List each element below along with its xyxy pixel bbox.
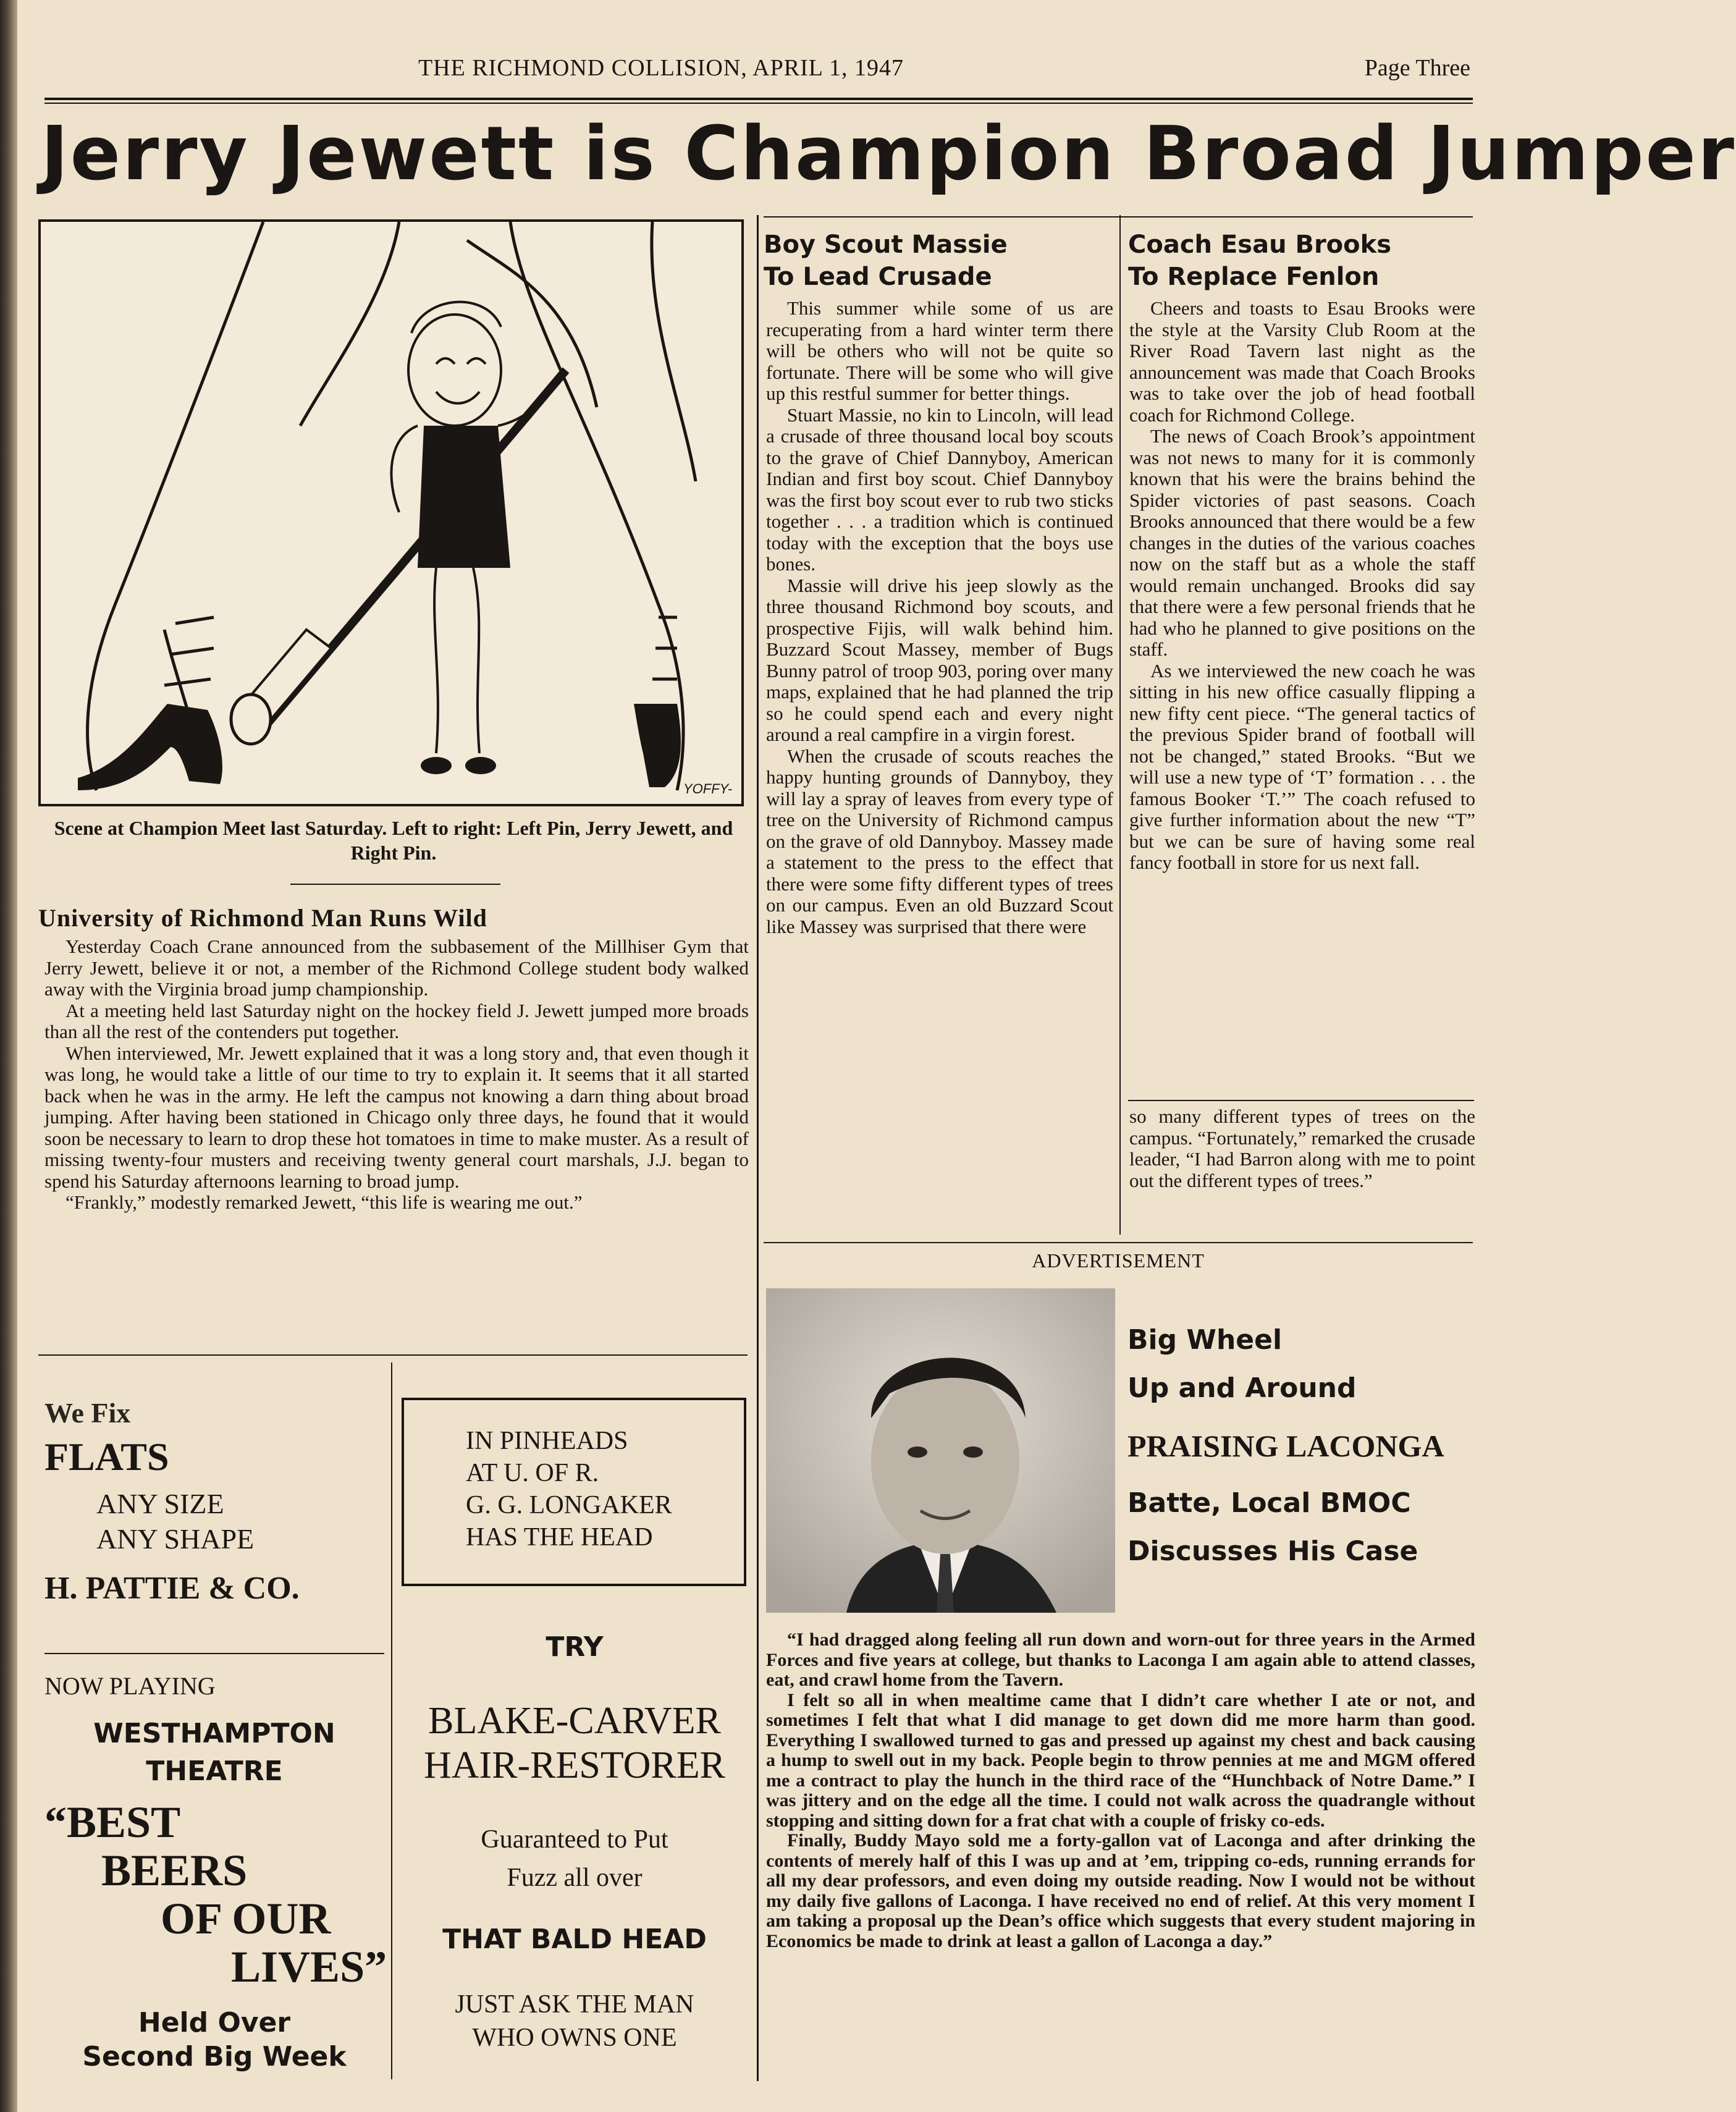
column-rule — [391, 1362, 392, 2079]
ad-theatre-line: WESTHAMPTON — [93, 1718, 335, 1749]
article-brooks-body — [1129, 298, 1475, 1095]
ad-hair-restorer — [395, 1631, 754, 2053]
masthead: THE RICHMOND COLLISION, APRIL 1, 1947 — [418, 55, 904, 81]
article-paragraph: The news of Coach Brook’s appointment was not news to many for it is commonly known that his were the brains behind the Spider victories of past seasons. Coach Brooks announced that there would be a few changes in the duties of the various coaches now on the staff but as a whole the staff would remain unchanged. Brooks did say that there were a few personal friends that he had who he planned to give positions on the staff. — [1129, 425, 1475, 660]
page-number: Page Three — [1364, 55, 1470, 81]
article-paragraph: Stuart Massie, no kin to Lincoln, will lead a crusade of three thousand local boy scouts to the grave of Chief Dannyboy, American Indian and first boy scout. Chief Dannyboy was the first boy scout ever to rub two sticks together . . . a tradition which is continued today with the exception that the boys use bones. — [766, 403, 1113, 575]
cartoon-caption: Scene at Champion Meet last Saturday. Left to right: Left Pin, Jerry Jewett, and Right Pin. — [54, 817, 733, 864]
ad-headline-line: PRAISING LACONGA — [1127, 1429, 1444, 1463]
cartoon — [38, 219, 744, 806]
article-massie-title — [764, 229, 1116, 293]
ad-flats-line: H. PATTIE & CO. — [44, 1571, 300, 1606]
ad-theatre-line: “BEST — [44, 1797, 181, 1847]
section-rule — [764, 1242, 1473, 1243]
column-rule — [757, 215, 759, 2081]
section-rule — [38, 1354, 748, 1356]
ad-theatre-line: THEATRE — [146, 1755, 283, 1787]
article-jewett-body — [44, 936, 749, 1214]
ad-flats-line: We Fix — [44, 1397, 131, 1429]
masthead-rule — [44, 98, 1473, 100]
ad-hair-line: Fuzz all over — [507, 1864, 643, 1892]
portrait-photo — [766, 1288, 1115, 1613]
ad-pinheads-line: G. G. LONGAKER — [466, 1491, 672, 1519]
ad-hair-line: BLAKE-CARVER — [428, 1700, 721, 1742]
masthead-rule-thin — [44, 103, 1473, 104]
article-paragraph: At a meeting held last Saturday night on the hockey field J. Jewett jumped more broads than all the rest of the contenders put together. — [44, 999, 749, 1042]
ad-headline-line: Discusses His Case — [1127, 1535, 1418, 1567]
ad-theatre-line: Second Big Week — [82, 2041, 347, 2072]
ad-headline-line: Up and Around — [1127, 1372, 1357, 1404]
cartoon-drawing — [41, 222, 741, 804]
article-jewett-title: University of Richmond Man Runs Wild — [38, 904, 487, 932]
left-shoe — [78, 704, 222, 790]
ad-hair-line: WHO OWNS ONE — [472, 2024, 677, 2052]
ad-pinheads-line: HAS THE HEAD — [466, 1523, 653, 1552]
article-paragraph: Yesterday Coach Crane announced from the subbasement of the Millhiser Gym that Jerry Jewett, believe it or not, a member of the Richmond College student body walked away with the Virginia broad jump championship. — [44, 936, 749, 1000]
caption-divider — [290, 884, 500, 885]
ad-pinheads-line: IN PINHEADS — [466, 1427, 628, 1455]
article-massie-continued: so many different types of trees on the campus. “Fortunately,” remarked the crusade leader, “I had Barron along with me to point out the different types of trees.” — [1129, 1105, 1475, 1191]
ad-theatre — [44, 1671, 387, 2072]
right-shoe — [634, 704, 681, 787]
ad-flats-line: ANY SIZE — [96, 1488, 224, 1519]
ad-headline-line: Batte, Local BMOC — [1127, 1487, 1411, 1519]
article-paragraph: When the crusade of scouts reaches the happy hunting grounds of Dannyboy, they will lay a spray of leaves from every type of tree on the University of Richmond campus on the grave of old Dannyboy. Massey made a statement to the press to the effect that there were some fifty different types of trees on our campus. Even an old Buzzard Scout like Massey was surprised that there were — [766, 745, 1113, 937]
article-brooks-title-line: To Replace Fenlon — [1128, 263, 1380, 291]
article-paragraph: As we interviewed the new coach he was sitting in his new office casually flipping a new fifty cent piece. “The general tactics of the previous Spider brand of football will not be changed,” stated Brooks. “But we will use a new type of ‘T’ formation . . . the famous Booker ‘T.’” The coach refused to give further information about the new “T” but we can be sure of having some real fancy football in store for us next fall. — [1129, 659, 1475, 873]
article-massie-title-line: To Lead Crusade — [764, 263, 992, 291]
article-paragraph: Massie will drive his jeep slowly as the three thousand Richmond boy scouts, and prospective Fijis, will walk behind him. Buzzard Scout Massey, member of Bugs Bunny patrol of troop 903, poring over many maps, explained that he had planned the trip so he could spend each and every night around a real campfire in a virgin forest. — [766, 574, 1113, 745]
artist-signature: YOFFY- — [683, 781, 733, 796]
advertisement-headline — [1127, 1316, 1473, 1576]
article-brooks-title-line: Coach Esau Brooks — [1128, 230, 1392, 259]
portrait-image — [766, 1288, 1115, 1613]
advertisement-label: ADVERTISEMENT — [1032, 1249, 1205, 1272]
ad-theatre-line: NOW PLAYING — [44, 1672, 216, 1700]
ad-pinheads-line: AT U. OF R. — [466, 1459, 599, 1487]
ad-theatre-line: Held Over — [138, 2007, 291, 2038]
ad-flats — [44, 1396, 384, 1607]
section-rule — [44, 1653, 384, 1654]
ad-pinheads — [402, 1398, 746, 1586]
ad-hair-line: THAT BALD HEAD — [442, 1924, 707, 1955]
ad-hair-line: TRY — [546, 1631, 604, 1663]
article-massie-body — [766, 298, 1113, 1243]
advertisement-body — [766, 1630, 1475, 1951]
ad-flats-line: ANY SHAPE — [96, 1523, 255, 1555]
article-paragraph: When interviewed, Mr. Jewett explained that it was a long story and, that even though it was long, he would take a little of our time to try to explain it. It seems that it all started back when he was in the army. He left the campus not knowing a darn thing about broad jumping. After having been stationed in Chicago only three days, he found that it would soon be necessary to learn to drop these hot tomatoes in time to make muster. As a result of missing twenty-four musters and receiving twenty general court marshals, J.J. began to spend his Saturday afternoons learning to broad jump. — [44, 1042, 749, 1192]
article-paragraph: Cheers and toasts to Esau Brooks were the style at the Varsity Club Room at the River Road Tavern last night as the announcement was made that Coach Brooks was to take over the job of head football coach for Richmond College. — [1129, 297, 1475, 426]
broom — [231, 370, 566, 744]
article-brooks-title — [1128, 229, 1474, 293]
article-massie-title-line: Boy Scout Massie — [764, 230, 1008, 259]
ad-paragraph: Finally, Buddy Mayo sold me a forty-gallon vat of Laconga and after drinking the contents of merely half of this I was up and at ’em, tripping co-eds, running errands for all my dear professors, and even doing my outside reading. Now I would not be without my daily five gallons of Laconga. I have received no end of relief. At this very moment I am taking a proposal up the Dean’s office which suggests that every student majoring in Economics be made to drink at least a gallon of Laconga a day.” — [766, 1830, 1475, 1951]
article-paragraph: This summer while some of us are recuperating from a hard winter term there will be others who will not be quite so fortunate. There will be some who will give up this restful summer for better things. — [766, 297, 1113, 404]
article-paragraph: “Frankly,” modestly remarked Jewett, “this life is wearing me out.” — [65, 1191, 583, 1213]
ad-flats-line: FLATS — [44, 1435, 169, 1479]
section-rule — [764, 216, 1473, 218]
ad-paragraph: I felt so all in when mealtime came that I didn’t care whether I ate or not, and sometimes I felt that what I did manage to get down did me more harm than good. Everything I swallowed turned to gas and pressed up against my chest and back causing a hump to swell out in my back. People begin to throw pennies at me and MGM offered me a contract to play the hunch in the third race of the “Hunchback of Notre Dame.” I was jittery and on the edge all the time. I could not walk across the quadrangle without stopping and sitting down for a frat chat with a couple of frisky co-eds. — [766, 1689, 1475, 1831]
ad-headline-line: Big Wheel — [1127, 1324, 1283, 1356]
ad-hair-line: HAIR-RESTORER — [423, 1744, 725, 1786]
ad-theatre-line: BEERS — [101, 1846, 248, 1895]
ad-paragraph: “I had dragged along feeling all run down and worn-out for three years in the Armed Forces and five years at college, but thanks to Laconga I am again able to attend classes, eat, and crawl home from the Tavern. — [766, 1629, 1475, 1690]
headline: Jerry Jewett is Champion Broad Jumper — [41, 111, 1736, 197]
ad-hair-line: Guaranteed to Put — [481, 1825, 668, 1854]
section-rule — [1128, 1100, 1474, 1101]
ad-hair-line: JUST ASK THE MAN — [455, 1990, 694, 2019]
ad-theatre-line: LIVES” — [231, 1942, 387, 1992]
ad-theatre-line: OF OUR — [161, 1894, 331, 1943]
column-rule — [1119, 215, 1121, 1235]
page-binding-shadow — [0, 0, 17, 2112]
